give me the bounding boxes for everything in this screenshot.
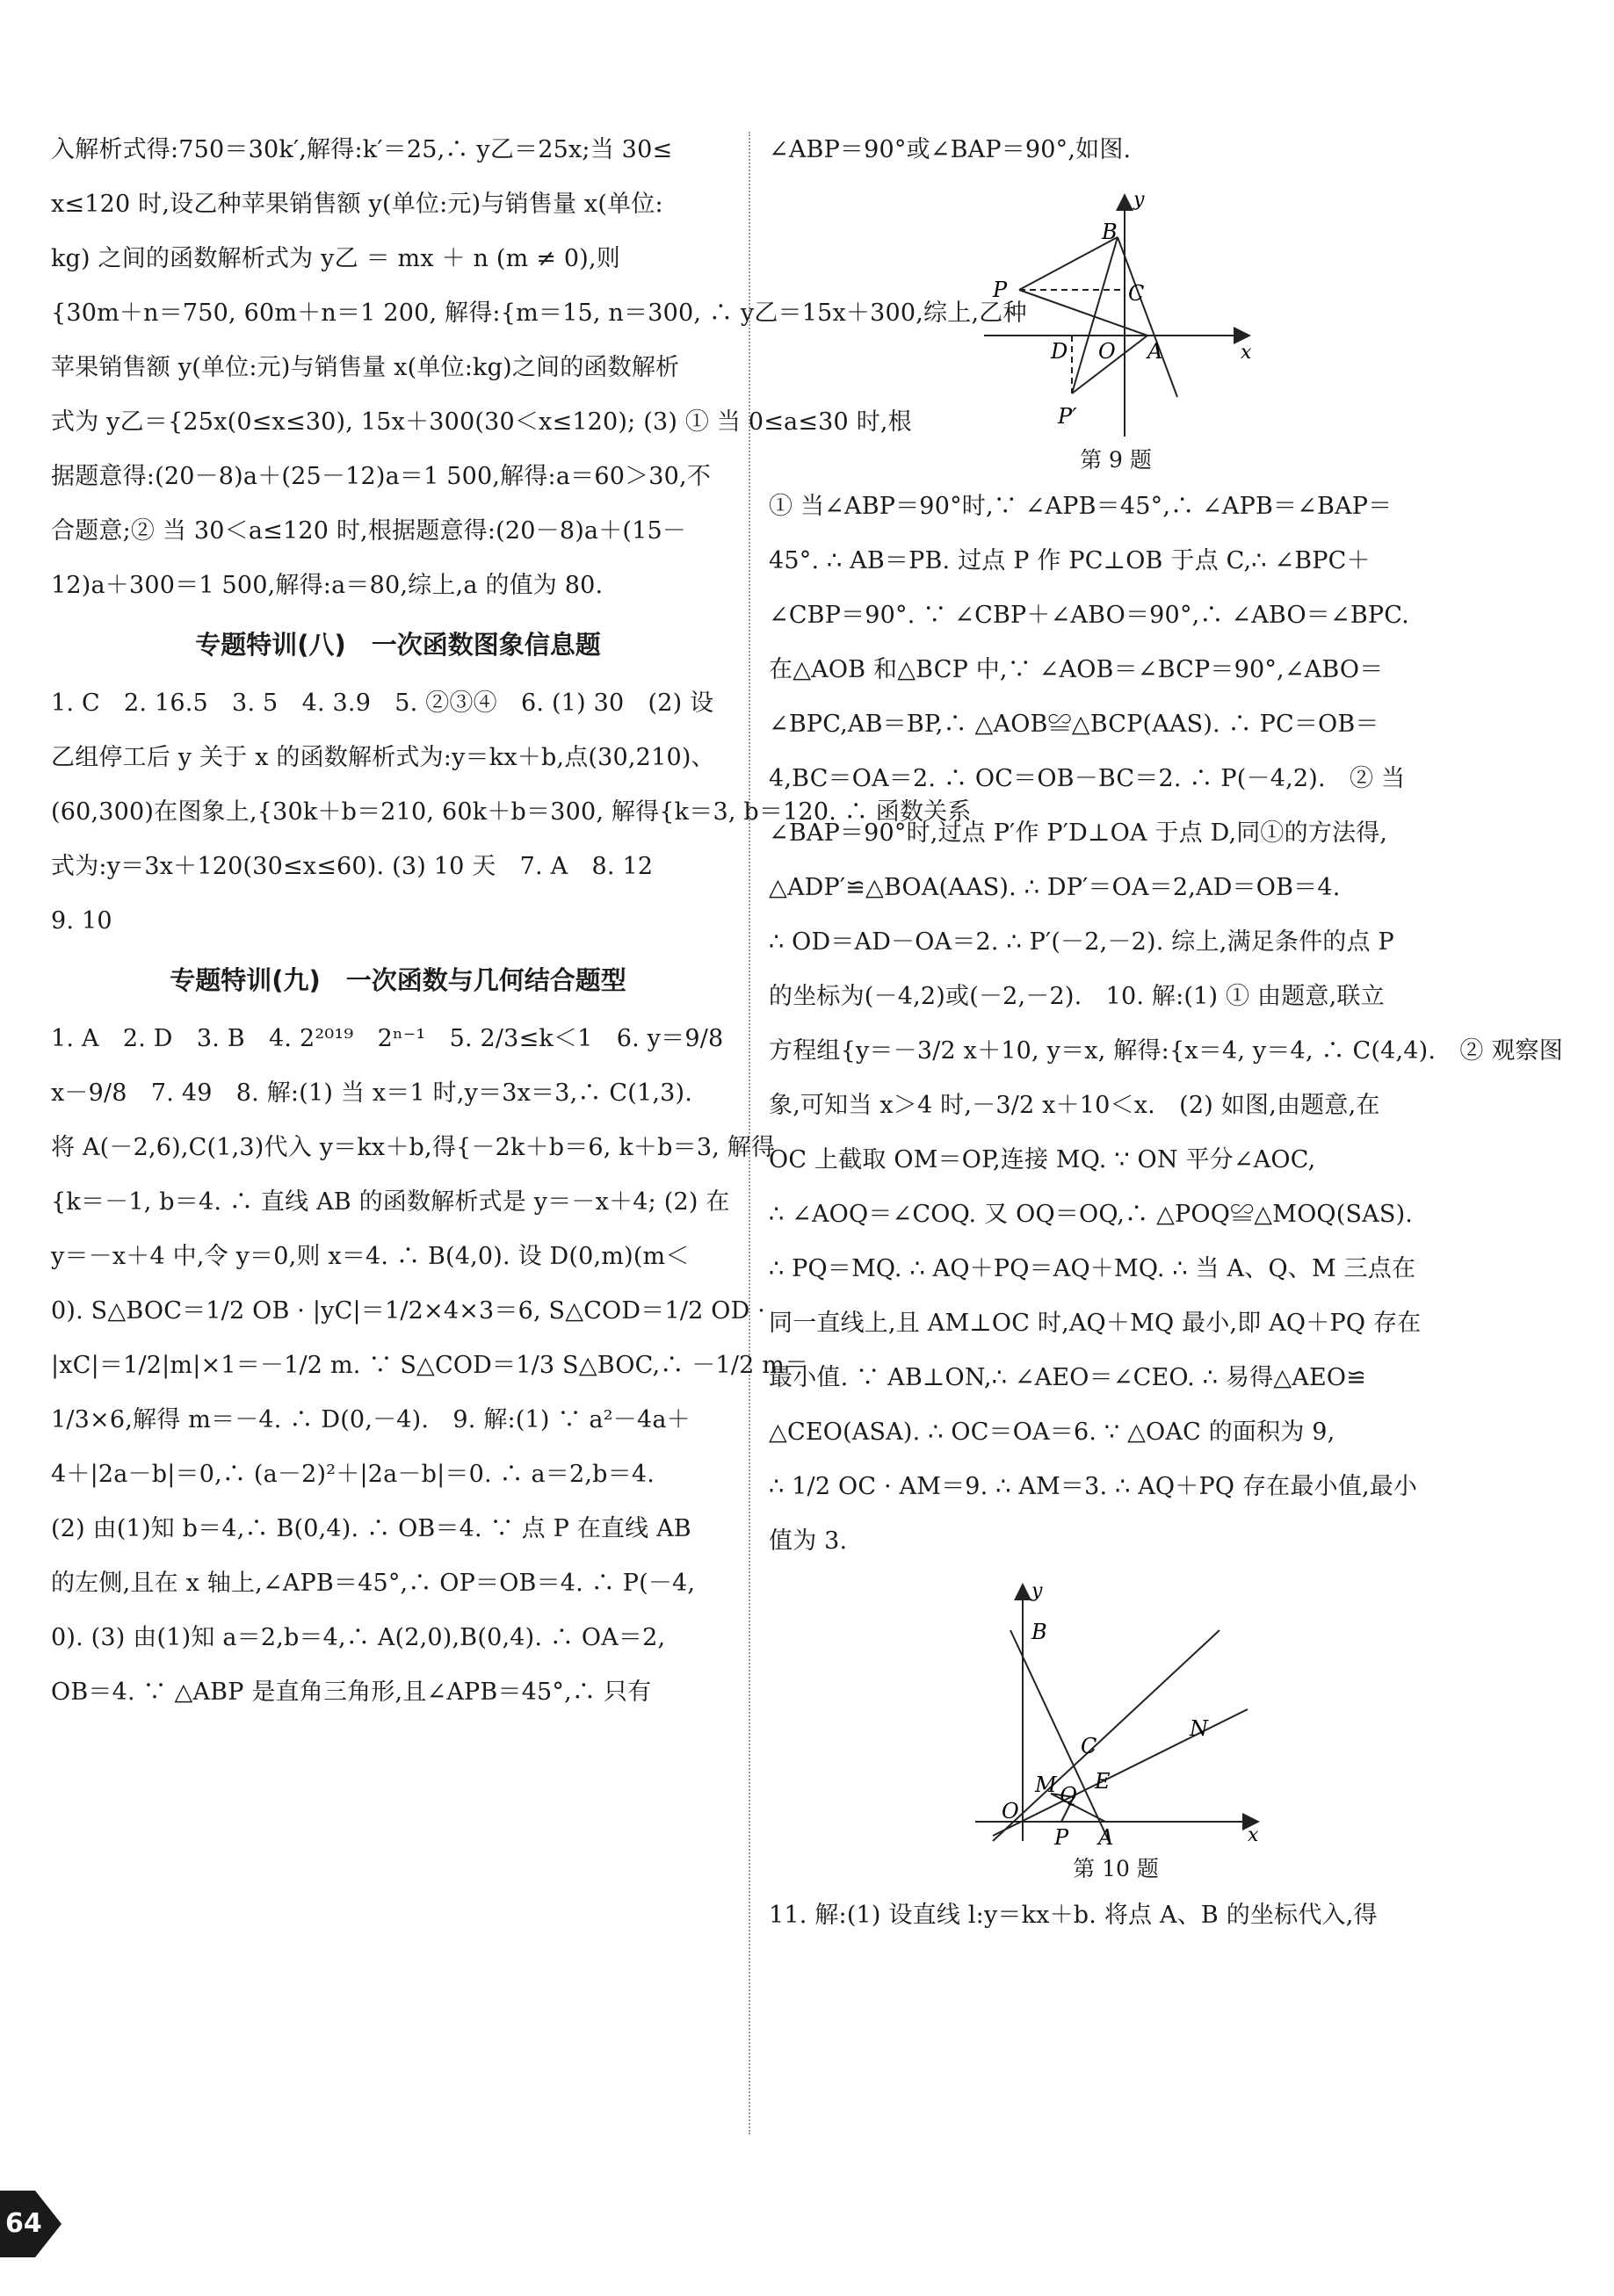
section-title: 专题特训(九) 一次函数与几何结合题型	[170, 965, 626, 995]
segment-PprimeB	[1072, 237, 1118, 393]
right-column	[769, 123, 1563, 1943]
text-line: |xC|＝1/2|m|×1＝－1/2 m. ∵ S△COD＝1/3 S△BOC,∴ －1/2 m＝	[51, 1352, 809, 1379]
text-line: 4＋|2a－b|＝0,∴ (a－2)²＋|2a－b|＝0. ∴ a＝2,b＝4.	[51, 1461, 655, 1488]
text-line: 将 A(－2,6),C(1,3)代入 y＝kx＋b,得{－2k＋b＝6, k＋b＝3, 解得	[51, 1134, 776, 1161]
label-N: N	[1190, 1716, 1208, 1741]
label-A: A	[1147, 339, 1163, 364]
text-line: 的坐标为(－4,2)或(－2,－2). 10. 解:(1) ① 由题意,联立	[769, 983, 1385, 1010]
text-line: 1. C 2. 16.5 3. 5 4. 3.9 5. ②③④ 6. (1) 30 (2) 设	[51, 690, 714, 717]
text-line: 45°. ∴ AB＝PB. 过点 P 作 PC⊥OB 于点 C,∴ ∠BPC＋	[769, 547, 1371, 574]
text-line: ① 当∠ABP＝90°时,∵ ∠APB＝45°,∴ ∠APB＝∠BAP＝	[769, 493, 1393, 520]
text-line: 12)a＋300＝1 500,解得:a＝80,综上,a 的值为 80.	[51, 572, 604, 599]
label-Pprime: P′	[1058, 404, 1077, 429]
label-E: E	[1095, 1769, 1111, 1794]
label-Q: Q	[1060, 1783, 1077, 1808]
label-C: C	[1081, 1734, 1097, 1758]
label-B: B	[1102, 220, 1118, 244]
text-line: ∠BPC,AB＝BP,∴ △AOB≌△BCP(AAS). ∴ PC＝OB＝	[769, 711, 1379, 738]
text-line: 值为 3.	[769, 1527, 848, 1555]
line-OC	[993, 1630, 1220, 1841]
text-line: ∴ OD＝AD－OA＝2. ∴ P′(－2,－2). 综上,满足条件的点 P	[769, 928, 1394, 956]
figure-10-diagram	[958, 1578, 1274, 1850]
label-y: y	[1133, 189, 1145, 211]
text-line: △ADP′≌△BOA(AAS). ∴ DP′＝OA＝2,AD＝OB＝4.	[769, 874, 1341, 901]
text-line: 11. 解:(1) 设直线 l:y＝kx＋b. 将点 A、B 的坐标代入,得	[769, 1902, 1378, 1929]
text-line: 1/3×6,解得 m＝－4. ∴ D(0,－4). 9. 解:(1) ∵ a²－4a＋	[51, 1406, 691, 1433]
text-line: 方程组{y＝－3/2 x＋10, y＝x, 解得:{x＝4, y＝4, ∴ C(4,4). ② 观察图	[769, 1037, 1563, 1065]
text-line: 0). (3) 由(1)知 a＝2,b＝4,∴ A(2,0),B(0,4). ∴ OA＝2,	[51, 1624, 666, 1651]
figure-9-diagram	[966, 186, 1265, 441]
label-A: A	[1098, 1825, 1114, 1850]
text-line: y＝－x＋4 中,令 y＝0,则 x＝4. ∴ B(4,0). 设 D(0,m)(m＜	[51, 1243, 690, 1270]
text-line: 合题意;② 当 30＜a≤120 时,根据题意得:(20－8)a＋(15－	[51, 517, 687, 545]
figure-9-caption: 第 9 题	[1080, 447, 1152, 473]
label-B: B	[1031, 1620, 1047, 1644]
label-P: P	[993, 278, 1008, 302]
text-line: 入解析式得:750＝30k′,解得:k′＝25,∴ y乙＝25x;当 30≤	[51, 136, 673, 163]
text-line: ∠ABP＝90°或∠BAP＝90°,如图.	[769, 136, 1132, 163]
text-line: {30m＋n＝750, 60m＋n＝1 200, 解得:{m＝15, n＝300, ∴ y乙＝15x＋300,综上,乙种	[51, 300, 1027, 327]
text-line: △CEO(ASA). ∴ OC＝OA＝6. ∵ △OAC 的面积为 9,	[769, 1419, 1335, 1446]
label-D: D	[1051, 339, 1068, 364]
text-line: ∴ 1/2 OC · AM＝9. ∴ AM＝3. ∴ AQ＋PQ 存在最小值,最小	[769, 1473, 1418, 1500]
text-line: 9. 10	[51, 907, 112, 935]
label-x: x	[1241, 342, 1252, 364]
text-line: 的左侧,且在 x 轴上,∠APB＝45°,∴ OP＝OB＝4. ∴ P(－4,	[51, 1570, 696, 1597]
text-line: ∴ ∠AOQ＝∠COQ. 又 OQ＝OQ,∴ △POQ≌△MOQ(SAS).	[769, 1201, 1414, 1228]
text-line: {k＝－1, b＝4. ∴ 直线 AB 的函数解析式是 y＝－x＋4; (2) 在	[51, 1188, 730, 1216]
text-line: OC 上截取 OM＝OP,连接 MQ. ∵ ON 平分∠AOC,	[769, 1146, 1316, 1173]
text-line: 同一直线上,且 AM⊥OC 时,AQ＋MQ 最小,即 AQ＋PQ 存在	[769, 1310, 1422, 1337]
page-number: 64	[5, 2208, 42, 2239]
text-line: 1. A 2. D 3. B 4. 2²⁰¹⁹ 2ⁿ⁻¹ 5. 2/3≤k＜1 6. y＝9/8	[51, 1025, 724, 1052]
line-BA	[1118, 237, 1177, 397]
label-y: y	[1031, 1580, 1043, 1602]
text-line: 乙组停工后 y 关于 x 的函数解析式为:y＝kx＋b,点(30,210)、	[51, 744, 715, 771]
text-line: ∴ PQ＝MQ. ∴ AQ＋PQ＝AQ＋MQ. ∴ 当 A、Q、M 三点在	[769, 1255, 1416, 1282]
text-line: 0). S△BOC＝1/2 OB · |yC|＝1/2×4×3＝6, S△COD＝1/2 OD ·	[51, 1297, 766, 1325]
text-line: OB＝4. ∵ △ABP 是直角三角形,且∠APB＝45°,∴ 只有	[51, 1679, 652, 1706]
label-M: M	[1035, 1773, 1057, 1797]
label-x: x	[1248, 1824, 1259, 1846]
label-O: O	[1098, 339, 1116, 364]
section-title: 专题特训(八) 一次函数图象信息题	[195, 630, 601, 660]
segment-PB	[1019, 237, 1118, 290]
label-C: C	[1128, 281, 1145, 306]
text-line: 象,可知当 x＞4 时,－3/2 x＋10＜x. (2) 如图,由题意,在	[769, 1092, 1380, 1119]
figure-10-caption: 第 10 题	[1073, 1856, 1159, 1881]
label-P: P	[1054, 1825, 1069, 1850]
text-line: 最小值. ∵ AB⊥ON,∴ ∠AEO＝∠CEO. ∴ 易得△AEO≌	[769, 1364, 1367, 1391]
text-line: (60,300)在图象上,{30k＋b＝210, 60k＋b＝300, 解得{k＝3, b＝120. ∴ 函数关系	[51, 798, 972, 826]
text-line: 苹果销售额 y(单位:元)与销售量 x(单位:kg)之间的函数解析	[51, 354, 680, 381]
text-line: ∠BAP＝90°时,过点 P′作 P′D⊥OA 于点 D,同①的方法得,	[769, 819, 1388, 847]
text-line: kg) 之间的函数解析式为 y乙 ＝ mx ＋ n (m ≠ 0),则	[51, 245, 620, 272]
label-O: O	[1002, 1799, 1019, 1823]
text-line: 在△AOB 和△BCP 中,∵ ∠AOB＝∠BCP＝90°,∠ABO＝	[769, 656, 1384, 683]
text-line: x－9/8 7. 49 8. 解:(1) 当 x＝1 时,y＝3x＝3,∴ C(1,3).	[51, 1079, 693, 1107]
text-line: 式为 y乙＝{25x(0≤x≤30), 15x＋300(30＜x≤120); (3) ① 当 0≤a≤30 时,根	[51, 408, 912, 436]
text-line: 4,BC＝OA＝2. ∴ OC＝OB－BC＝2. ∴ P(－4,2). ② 当	[769, 765, 1406, 792]
text-line: 据题意得:(20－8)a＋(25－12)a＝1 500,解得:a＝60＞30,不	[51, 463, 712, 490]
text-line: x≤120 时,设乙种苹果销售额 y(单位:元)与销售量 x(单位:	[51, 191, 663, 218]
page-number-badge	[0, 2191, 63, 2257]
text-line: 式为:y＝3x＋120(30≤x≤60). (3) 10 天 7. A 8. 12	[51, 853, 654, 880]
text-line: (2) 由(1)知 b＝4,∴ B(0,4). ∴ OB＝4. ∵ 点 P 在直线 AB	[51, 1515, 691, 1542]
text-line: ∠CBP＝90°. ∵ ∠CBP＋∠ABO＝90°,∴ ∠ABO＝∠BPC.	[769, 602, 1409, 629]
ray-ON	[993, 1709, 1248, 1836]
